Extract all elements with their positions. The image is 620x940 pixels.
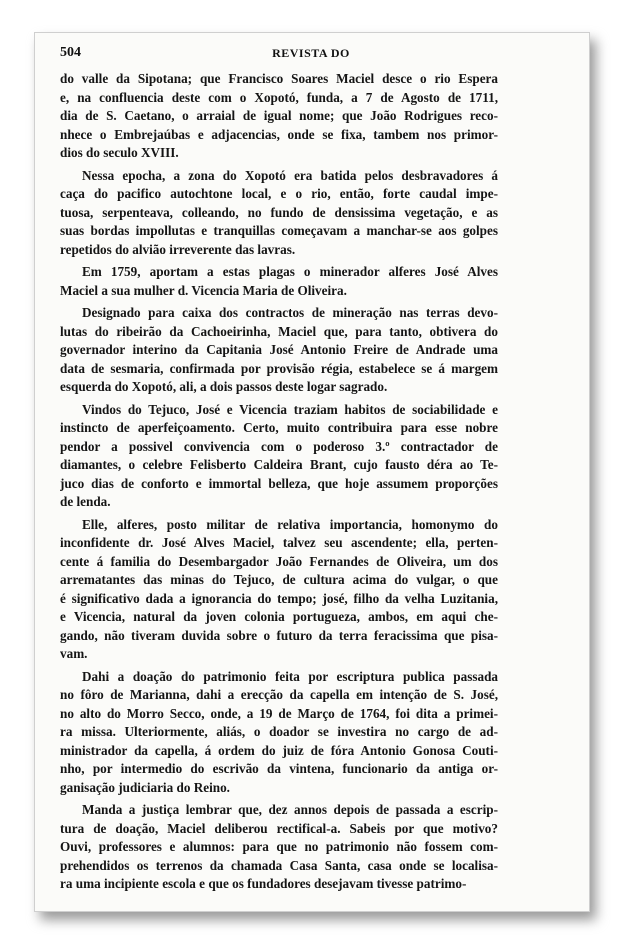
body-text [60,70,498,894]
paragraph [60,70,498,163]
text-line: ra uma incipiente escola e que os fundadores desejavam tivesse patrimo- [60,876,467,891]
text-line: no fôro de Marianna, dahi a erecção da capella em intenção de S. José, [60,687,498,702]
text-line: inconfidente dr. José Alves Maciel, talvez seu ascendente; ella, perten- [60,535,498,550]
text-line: nho, por intermedio do escrivão da vintena, funcionario da antiga or- [60,761,498,776]
running-title: REVISTA DO [272,46,350,60]
paragraph [60,516,498,664]
text-line: juco dias de conforto e immortal belleza, que hoje assumem proporções [60,475,498,491]
text-line: ra missa. Ulteriormente, aliás, o doador se investira no cargo de ad- [60,724,498,739]
paragraph [60,167,498,260]
text-line: prehendidos os terrenos da chamada Casa Santa, casa onde se localisa- [60,857,498,873]
text-line: no alto do Morro Secco, onde, a 19 de Março de 1764, foi dita a primei- [60,705,498,721]
text-line: do valle da Sipotana; que Francisco Soares Maciel desce o rio Espera [60,71,498,86]
text-line: governador interino da Capitania José Antonio Freire de Andrade uma [60,342,498,357]
text-line: Maciel a sua mulher d. Vicencia Maria de Oliveira. [60,282,347,298]
text-line: instincto de aperfeiçoamento. Certo, muito contribuira para esse nobre [60,420,498,435]
text-line: dios do seculo XVIII. [60,145,179,160]
text-line: nhece o Embrejaúbas e adjacencias, onde se fixa, tambem nos primor- [60,126,498,142]
text-line: gando, não tiveram duvida sobre o futuro da terra feracissima que pisa- [60,627,498,643]
text-line: dia de S. Caetano, o arraial de igual nome; que João Rodrigues reco- [60,108,498,123]
paragraph [60,801,498,894]
text-line: vam. [60,646,88,661]
paragraph [60,668,498,798]
page-header [60,45,562,63]
text-line: ministrador da capella, á ordem do juiz de fóra Antonio Gonosa Couti- [60,742,498,758]
text-line: diamantes, o celebre Felisberto Caldeira Brant, cujo fausto déra ao Te- [60,457,498,472]
text-line: suas bordas impollutas e tranquillas começavam a manchar-se aos golpes [60,223,498,238]
text-line: Ouvi, professores e alumnos: para que no patrimonio não fossem com- [60,839,498,854]
text-line: lutas do ribeirão da Cachoeirinha, Maciel que, para tanto, obtivera do [60,323,498,339]
text-line: ganisação judiciaria do Reino. [60,779,230,795]
text-line: tura de doação, Maciel deliberou rectifical-a. Sabeis por que motivo? [60,820,498,836]
text-line: Manda a justiça lembrar que, dez annos depois de passada a escrip- [82,802,498,817]
text-line: e Vicencia, natural da joven colonia portugueza, ambos, em aqui che- [60,609,498,624]
text-line: Vindos do Tejuco, José e Vicencia traziam habitos de sociabilidade e [82,401,498,417]
paragraph [60,263,498,300]
paragraph [60,304,498,397]
text-line: repetidos do alvião irreverente das lavras. [60,241,296,257]
text-line: tuosa, serpenteava, colleando, no fundo de densissima vegetação, e as [60,204,498,220]
text-line: Nessa epocha, a zona do Xopotó era batida pelos desbravadores á [82,167,498,183]
text-line: data de sesmaria, confirmada por provisão régia, estabelece se á margem [60,360,498,376]
text-line: e, na confluencia deste com o Xopotó, funda, a 7 de Agosto de 1711, [60,89,498,105]
text-line: pendor a possivel convivencia com o poderoso 3.º contractador de [60,438,498,454]
text-line: arrematantes das minas do Tejuco, de cultura acima do vulgar, o que [60,572,498,587]
text-line: Designado para caixa dos contractos de mineração nas terras devo- [82,305,498,320]
page-number: 504 [60,45,81,60]
text-line: caça do pacifico autochtone local, e o rio, então, forte caudal impe- [60,186,498,201]
text-line: de lenda. [60,494,111,509]
text-line: Em 1759, aportam a estas plagas o minerador alferes José Alves [82,264,498,279]
text-line: Elle, alferes, posto militar de relativa importancia, homonymo do [82,516,498,532]
text-line: esquerda do Xopotó, ali, a dois passos deste logar sagrado. [60,379,388,394]
text-line: Dahi a doação do patrimonio feita por escriptura publica passada [82,668,498,684]
text-line: cente á familia do Desembargador João Fernandes de Oliveira, um dos [60,553,498,569]
text-line: é significativo dada a ignorancia do tempo; josé, filho da velha Luzitania, [60,590,498,606]
paragraph [60,401,498,512]
